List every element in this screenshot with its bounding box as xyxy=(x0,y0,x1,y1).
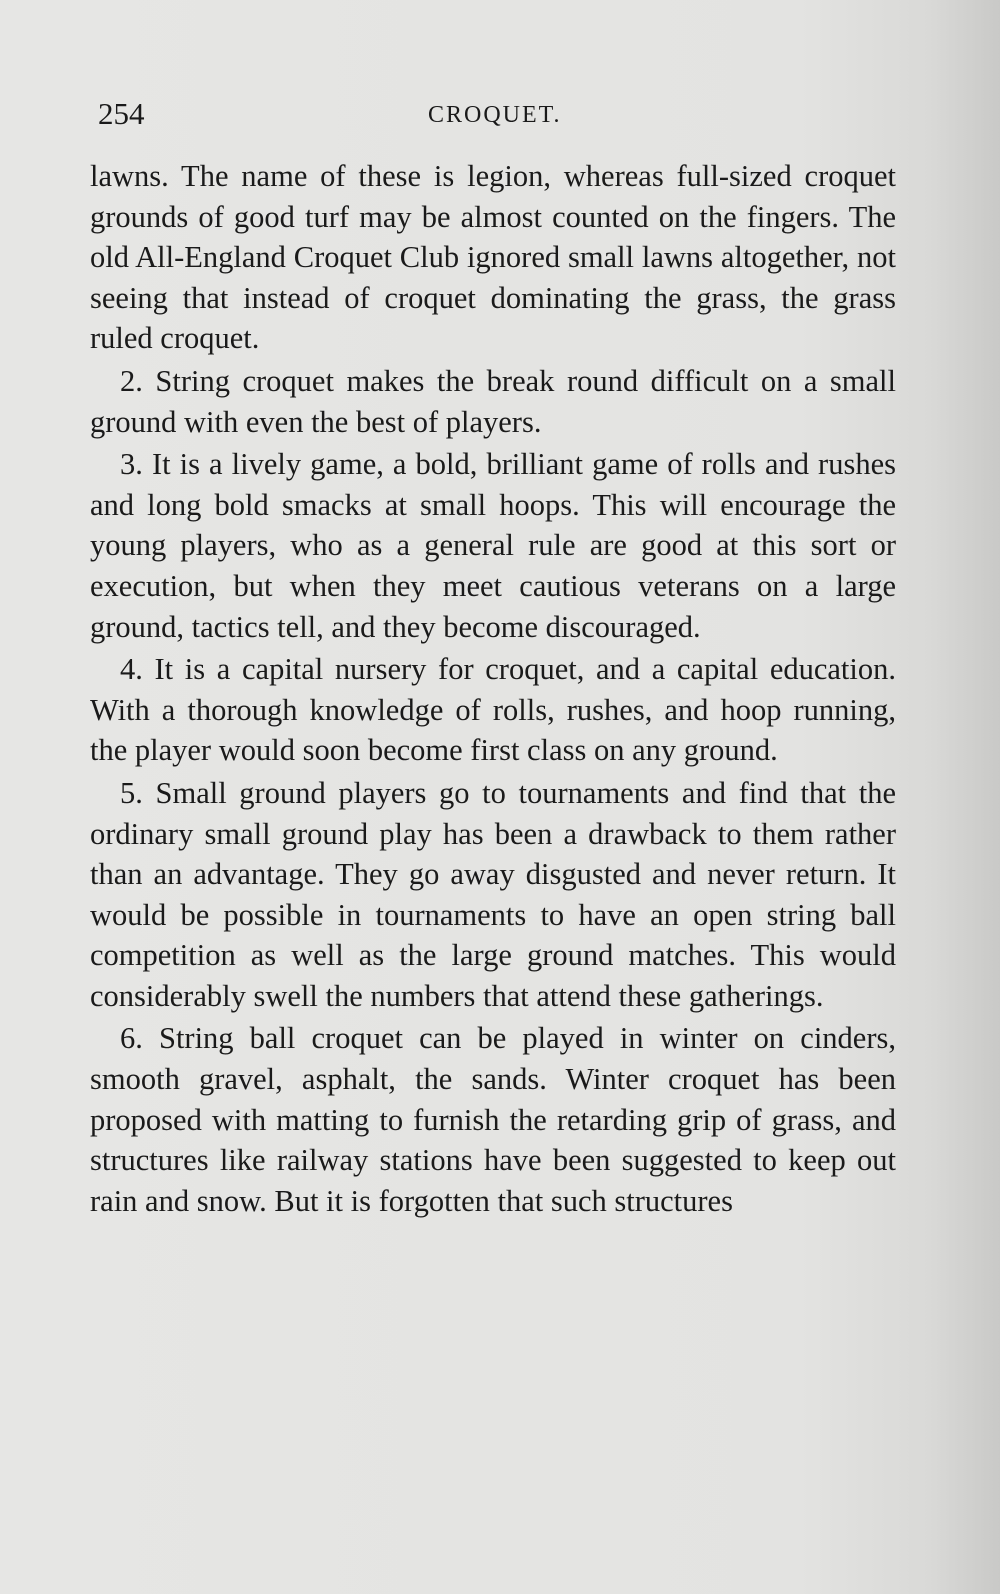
paragraph-4: 4. It is a capital nursery for croquet, and a capital education. With a thorough knowledge of rolls, rushes, and hoop running, the player would soon become first class on any ground. xyxy=(90,652,896,768)
paragraph-3: 3. It is a lively game, a bold, brilliant game of rolls and rushes and long bold smacks at small hoops. This will encourage the young players, who as a general rule are good at this sort or execution, but when they meet cautious veterans on a large ground, tactics tell, and they become discouraged. xyxy=(90,447,896,644)
page-header xyxy=(98,96,898,136)
body-text xyxy=(90,156,896,1221)
paragraph-6: 6. String ball croquet can be played in winter on cinders, smooth gravel, asphalt, the sands. Winter croquet has been proposed with matting to furnish the retarding grip of grass, and structures like railway stations have been suggested to keep out rain and snow. But it is forgotten that such structures xyxy=(90,1021,896,1218)
paragraph-5: 5. Small ground players go to tournaments and find that the ordinary small ground play has been a drawback to them rather than an advantage. They go away disgusted and never return. It would be possible in tournaments to have an open string ball competition as well as the large ground matches. This would considerably swell the numbers that attend these gatherings. xyxy=(90,775,896,1013)
page-number: 254 xyxy=(98,96,145,131)
paragraph-continuation: lawns. The name of these is legion, whereas full-sized croquet grounds of good turf may be almost counted on the fingers. The old All-England Croquet Club ignored small lawns altogether, not seeing that instead of croquet dominating the grass, the grass ruled croquet. xyxy=(90,159,896,356)
paragraph-2: 2. String croquet makes the break round difficult on a small ground with even the best of players. xyxy=(90,363,896,439)
running-title: CROQUET. xyxy=(428,102,562,128)
